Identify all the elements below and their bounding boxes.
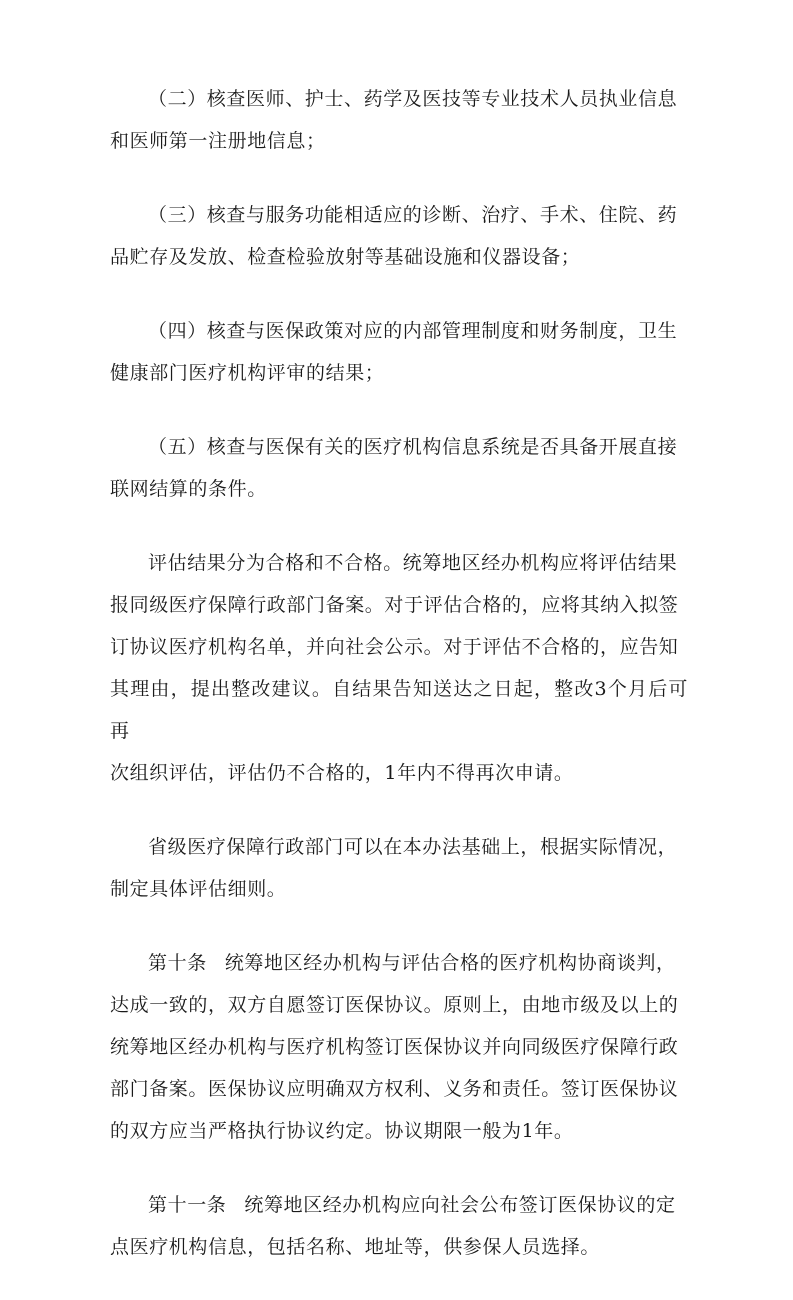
paragraph-line: 健康部门医疗机构评审的结果； bbox=[110, 362, 385, 384]
clause-2-paragraph bbox=[110, 78, 688, 162]
paragraph-line: 订协议医疗机构名单，并向社会公示。对于评估不合格的，应告知 bbox=[110, 636, 679, 658]
paragraph-line bbox=[110, 1184, 688, 1226]
paragraph-line bbox=[110, 942, 688, 984]
paragraph-line: （二）核查医师、护士、药学及医技等专业技术人员执业信息 bbox=[148, 88, 678, 110]
paragraph-line: （三）核查与服务功能相适应的诊断、治疗、手术、住院、药 bbox=[148, 204, 678, 226]
paragraph-line: 点医疗机构信息，包括名称、地址等，供参保人员选择。 bbox=[110, 1236, 601, 1258]
paragraph-line: 制定具体评估细则。 bbox=[110, 878, 287, 900]
paragraph-line: （四）核查与医保政策对应的内部管理制度和财务制度，卫生 bbox=[148, 320, 678, 342]
paragraph-line-text: 统筹地区经办机构与评估合格的医疗机构协商谈判， bbox=[224, 952, 676, 974]
article-number: 第十条 bbox=[148, 952, 207, 974]
article-10-paragraph bbox=[110, 942, 688, 1152]
document-body bbox=[110, 78, 688, 1300]
article-11-paragraph bbox=[110, 1184, 688, 1268]
clause-3-paragraph bbox=[110, 194, 688, 278]
paragraph-line: 部门备案。医保协议应明确双方权利、义务和责任。签订医保协议 bbox=[110, 1078, 679, 1100]
paragraph-line: 的双方应当严格执行协议约定。协议期限一般为1年。 bbox=[110, 1120, 574, 1142]
clause-4-paragraph bbox=[110, 310, 688, 394]
clause-5-paragraph bbox=[110, 426, 688, 510]
paragraph-line: 达成一致的，双方自愿签订医保协议。原则上，由地市级及以上的 bbox=[110, 994, 679, 1016]
provincial-rules-paragraph bbox=[110, 826, 688, 910]
paragraph-line: 其理由，提出整改建议。自结果告知送达之日起，整改3个月后可再 bbox=[110, 678, 688, 742]
paragraph-line: 省级医疗保障行政部门可以在本办法基础上，根据实际情况， bbox=[148, 836, 678, 858]
paragraph-line: （五）核查与医保有关的医疗机构信息系统是否具备开展直接 bbox=[148, 436, 678, 458]
paragraph-line: 报同级医疗保障行政部门备案。对于评估合格的，应将其纳入拟签 bbox=[110, 594, 679, 616]
paragraph-line: 和医师第一注册地信息； bbox=[110, 130, 326, 152]
paragraph-line: 联网结算的条件。 bbox=[110, 478, 267, 500]
paragraph-line: 次组织评估，评估仍不合格的，1年内不得再次申请。 bbox=[110, 762, 574, 784]
paragraph-line: 统筹地区经办机构与医疗机构签订医保协议并向同级医疗保障行政 bbox=[110, 1036, 679, 1058]
paragraph-line-text: 统筹地区经办机构应向社会公布签订医保协议的定 bbox=[244, 1194, 676, 1216]
paragraph-line: 评估结果分为合格和不合格。统筹地区经办机构应将评估结果 bbox=[148, 552, 678, 574]
article-number: 第十一条 bbox=[148, 1194, 227, 1216]
evaluation-result-paragraph bbox=[110, 542, 688, 794]
paragraph-line: 品贮存及发放、检查检验放射等基础设施和仪器设备； bbox=[110, 246, 581, 268]
